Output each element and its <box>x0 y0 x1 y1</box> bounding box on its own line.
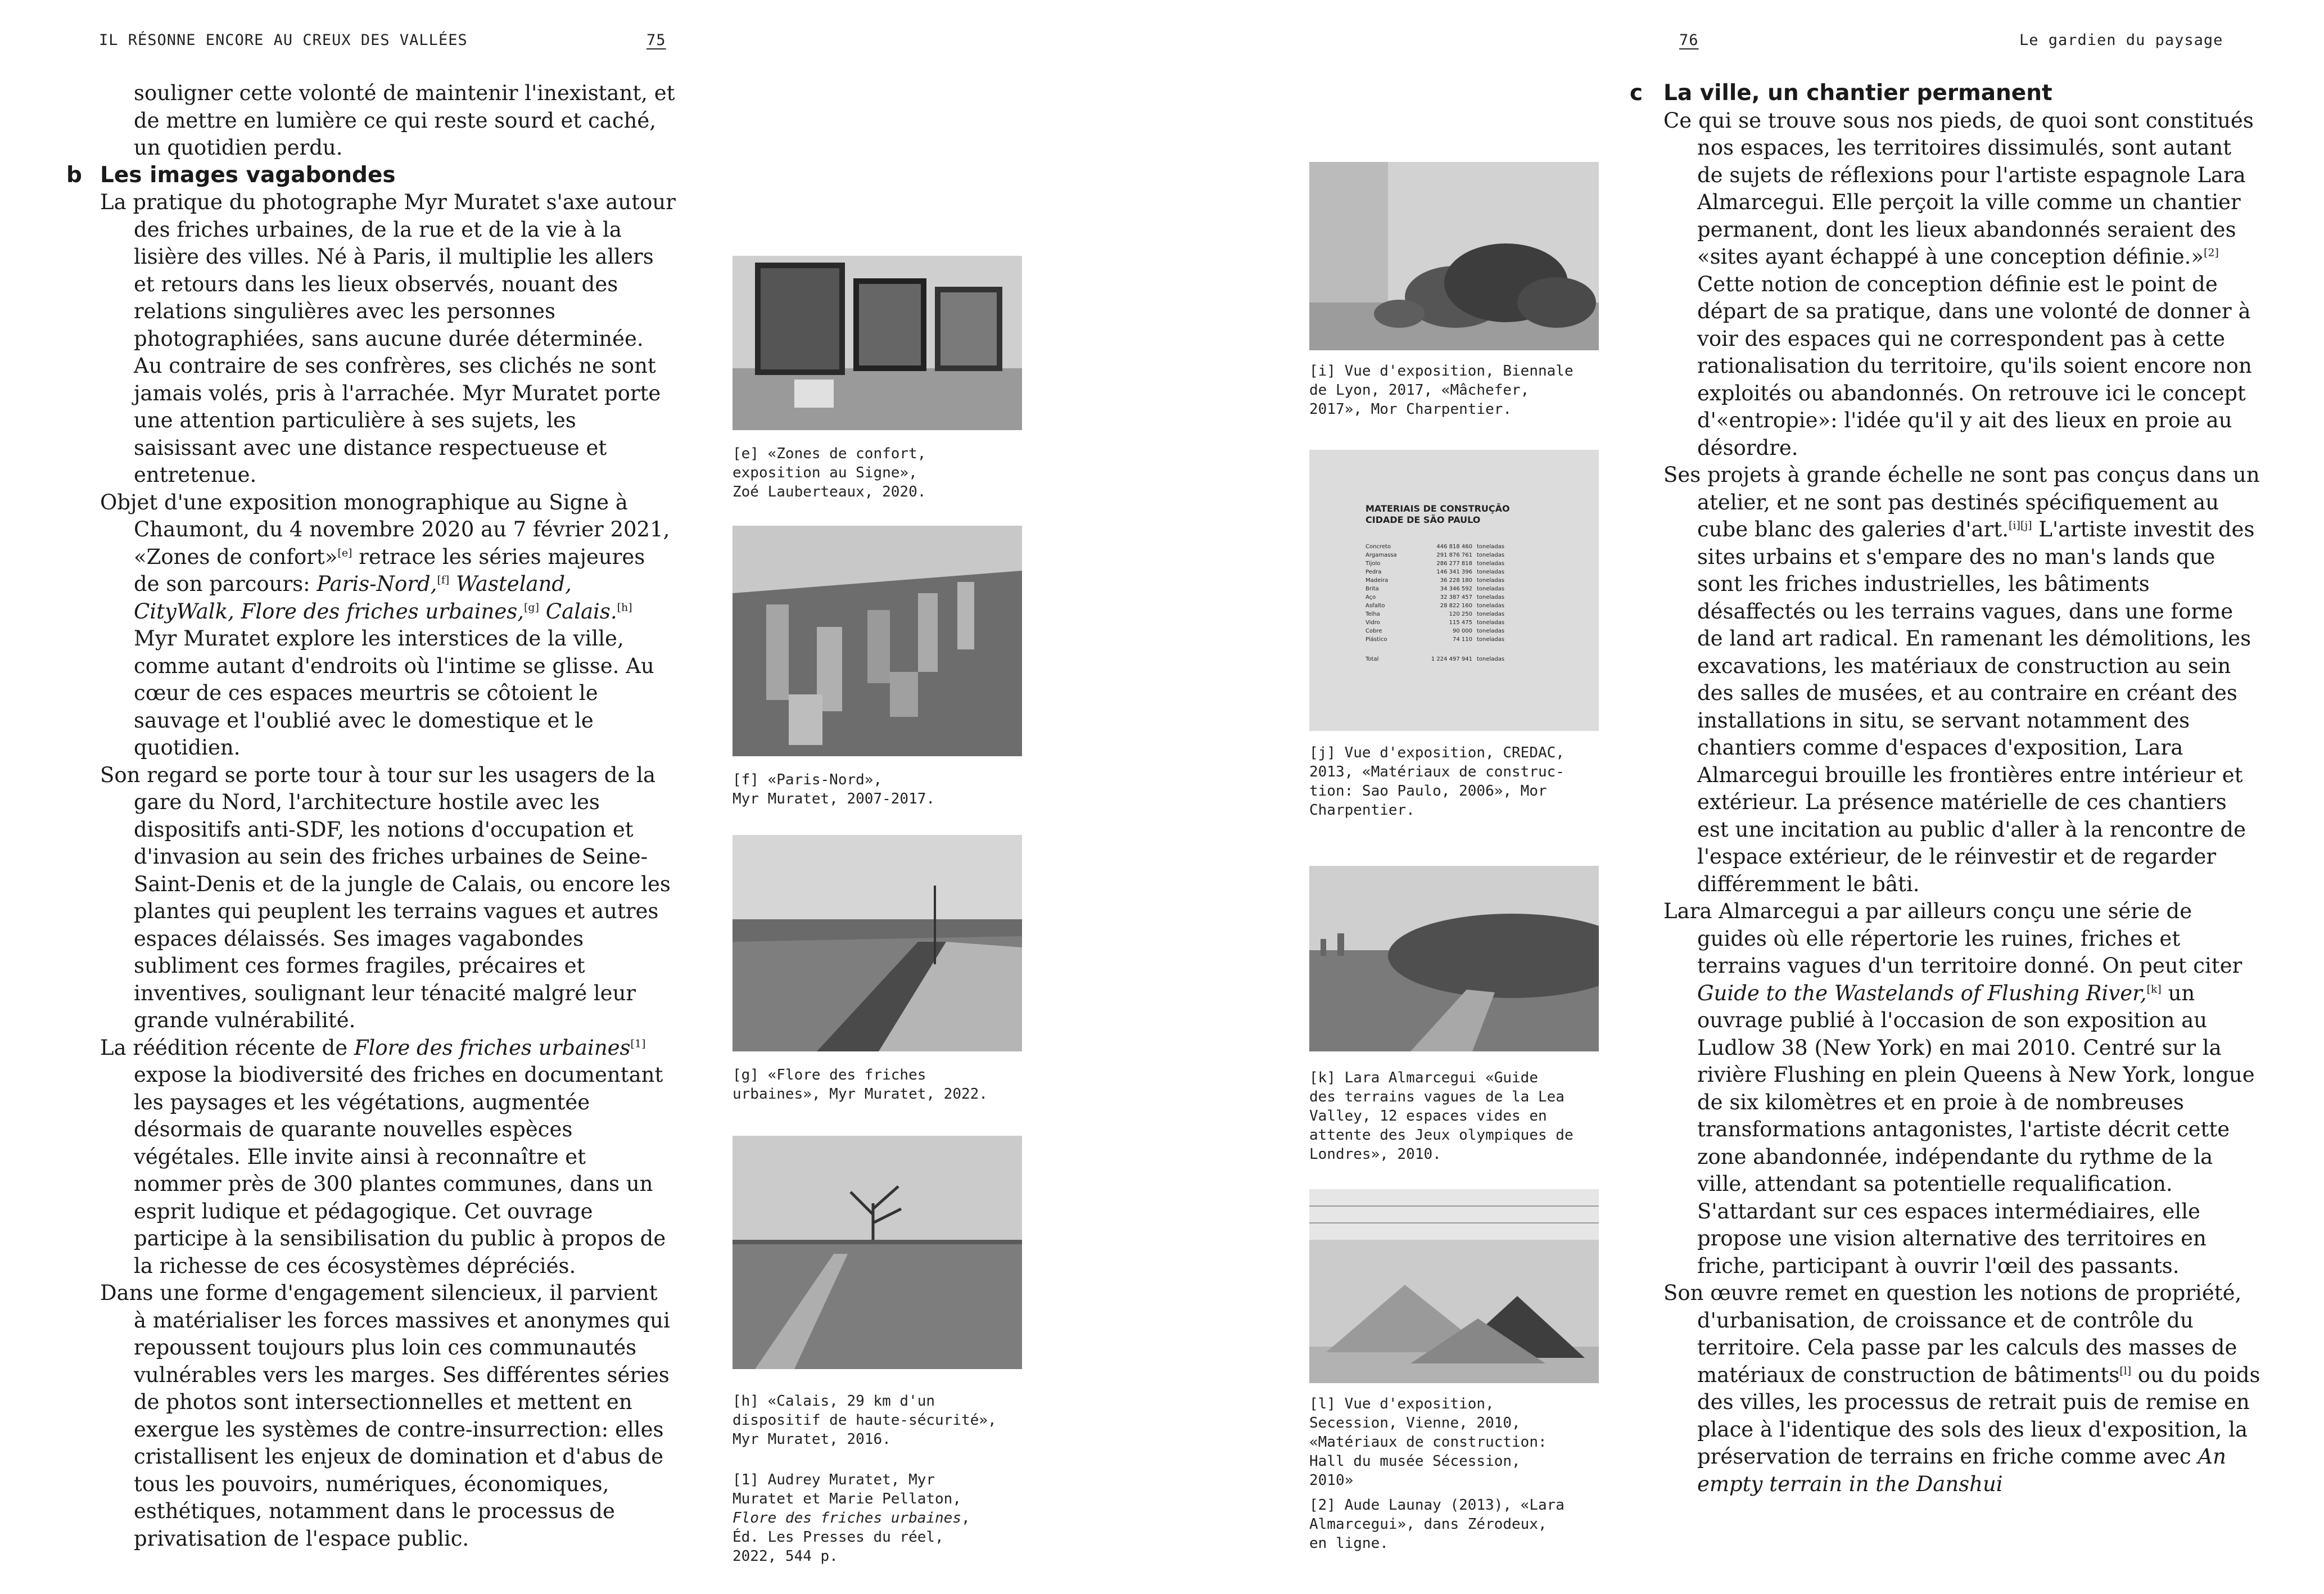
intro-paragraph: souligner cette volonté de maintenir l'inexistant, et de mettre en lumière ce qui reste sourd et caché, un quotidien perdu. <box>134 81 675 160</box>
running-title-left: IL RÉSONNE ENCORE AU CREUX DES VALLÉES <box>99 31 468 49</box>
sign-row: Cobre 90 000 toneladas <box>1366 628 1505 634</box>
figure-i-photo <box>1309 162 1599 350</box>
running-title-right: Le gardien du paysage <box>2019 31 2223 49</box>
left-text-column <box>66 80 676 1552</box>
caption-e: [e] «Zones de confort, exposition au Signe», Zoé Lauberteaux, 2020. <box>733 445 926 500</box>
sign-row: Brita 34 346 592 toneladas <box>1366 586 1505 592</box>
note-ref[interactable]: [h] <box>617 601 632 614</box>
sign-row: Vidro 115 475 toneladas <box>1366 620 1505 626</box>
sign-title-2: CIDADE DE SÃO PAULO <box>1366 514 1481 525</box>
figure-h-photo <box>733 1136 1022 1369</box>
paragraph: Son regard se porte tour à tour sur les usagers de la gare du Nord, l'architecture hostile avec les dispositifs anti-SDF, les notions d'occupation et d'invasion au sein des friches urbaines de Seine-Saint-Denis et de la jungle de Calais, ou encore les plantes qui peuplent les terrains vagues et autres espaces délaissés. Ses images vagabondes subliment ces formes fragiles, précaires et inventives, soulignant leur ténacité malgré leur grande vulnérabilité. <box>100 762 671 1032</box>
sign-row: Argamassa 291 876 761 toneladas <box>1366 552 1505 558</box>
note-ref[interactable]: [1] <box>630 1037 646 1050</box>
sign-row: Pedra 146 341 396 toneladas <box>1366 569 1505 575</box>
caption-h: [h] «Calais, 29 km d'un dispositif de haute-sécurité», Myr Muratet, 2016. <box>733 1393 997 1448</box>
figure-f-photo <box>733 526 1022 756</box>
page-number-left: 75 <box>646 31 666 49</box>
right-text-column <box>1630 80 2262 1498</box>
note-ref[interactable]: [l] <box>2119 1365 2132 1378</box>
section-letter: b <box>66 162 82 188</box>
caption-i: [i] Vue d'exposition, Biennale de Lyon, 2017, «Mâchefer, 2017», Mor Charpentier. <box>1309 363 1574 418</box>
figure-g-photo <box>733 835 1022 1051</box>
paragraph: Lara Almarcegui a par ailleurs conçu une série de guides où elle répertorie les ruines, friches et terrains vagues d'un territoire donné. On peut citer Guide to the Wastelands of Flushing River,[k] un ouvrage publié à l'occasion de son exposition au Ludlow 38 (New York) en mai 2010. Centré sur la rivière Flushing en plein Queens à New York, longue de six kilomètres et en proie à de nombreuses transformations antagonistes, l'artiste décrit cette zone abandonnée, indépendante du rythme de la ville, attendant sa potentielle requalification. S'attardant sur ces espaces intermédiaires, elle propose une vision alternative des territoires en friche, participant à ouvrir l'œil des passants. <box>1663 899 2255 1278</box>
sign-row: Tijolo 286 277 818 toneladas <box>1366 561 1505 567</box>
section-heading-b <box>66 162 676 189</box>
sign-row: Plástico 74 110 toneladas <box>1366 636 1505 643</box>
section-heading-c <box>1630 80 2262 107</box>
note-ref[interactable]: [g] <box>524 601 540 614</box>
caption-g: [g] «Flore des friches urbaines», Myr Muratet, 2022. <box>733 1067 988 1103</box>
paragraph: La pratique du photographe Myr Muratet s'axe autour des friches urbaines, de la rue et de la vie à la lisière des villes. Né à Paris, il multiplie les allers et retours dans les lieux observés, nouant des relations singulières avec les personnes photographiées, sans aucune durée déterminée. Au contraire de ses confrères, ses clichés ne sont jamais volés, pris à l'arrachée. Myr Muratet porte une attention particulière à ses sujets, les saisissant avec une distance respectueuse et entretenue. <box>100 190 676 487</box>
figure-j-photo <box>1309 450 1599 731</box>
section-letter: c <box>1630 80 1643 106</box>
footnote-1: [1] Audrey Muratet, Myr Muratet et Marie Pellaton, Flore des friches urbaines, Éd. Les Presses du réel, 2022, 544 p. <box>733 1471 970 1565</box>
paragraph: Ses projets à grande échelle ne sont pas conçus dans un atelier, et ne sont pas destinés spécifiquement au cube blanc des galeries d'art.[i][j] L'artiste investit des sites urbains et s'empare des no man's lands que sont les friches industrielles, les bâtiments désaffectés ou les terrains vagues, dans une forme de land art radical. En ramenant les démolitions, les excavations, les matériaux de construction au sein des salles de musées, et au contraire en créant des installations in situ, se servant notamment des chantiers comme d'espaces d'exposition, Lara Almarcegui brouille les frontières entre intérieur et extérieur. La présence matérielle de ces chantiers est une incitation au public d'aller à la rencontre de l'espace extérieur, de le réinvestir et de regarder différemment le bâti. <box>1663 463 2260 896</box>
figure-k-photo <box>1309 866 1599 1051</box>
note-ref[interactable]: [f] <box>437 574 450 586</box>
paragraph: Son œuvre remet en question les notions de propriété, d'urbanisation, de croissance et de contrôle du territoire. Cela passe par les calculs des masses de matériaux de construction de bâtiments[l] ou du poids des villes, les processus de retrait puis de remise en place à l'identique des sols des lieux d'exposition, la préservation de terrains en friche comme avec An empty terrain in the Danshui <box>1663 1281 2260 1496</box>
section-title: Les images vagabondes <box>100 162 396 188</box>
figure-e-photo <box>733 256 1022 430</box>
sign-row: Concreto 446 818 460 toneladas <box>1366 544 1505 550</box>
figure-l-photo <box>1309 1189 1599 1383</box>
caption-l: [l] Vue d'exposition, Secession, Vienne, 2010, «Matériaux de construction: Hall du musée Sécession, 2010» <box>1309 1396 1547 1489</box>
paragraph: Ce qui se trouve sous nos pieds, de quoi sont constitués nos espaces, les territoires dissimulés, sont autant de sujets de réflexions pour l'artiste espagnole Lara Almarcegui. Elle perçoit la ville comme un chantier permanent, dont les lieux abandonnés seraient des «sites ayant échappé à une conception définie.»[2] Cette notion de conception définie est le point de départ de sa pratique, dans une volonté de donner à voir des espaces qui ne correspondent pas à cette rationalisation du territoire, qu'ils soient encore non exploités ou abandonnés. On retrouve ici le concept d'«entropie»: l'idée qu'il y ait des lieux en proie au désordre. <box>1663 108 2254 460</box>
right-page <box>1162 0 2324 1594</box>
page-number-right: 76 <box>1679 31 1699 49</box>
sign-title-1: MATERIAIS DE CONSTRUÇÃO <box>1366 503 1510 514</box>
paragraph: La réédition récente de Flore des friches urbaines[1] expose la biodiversité des friches en documentant les paysages et les végétations, augmentée désormais de quarante nouvelles espèces végétales. Elle invite ainsi à reconnaître et nommer près de 300 plantes communes, dans un esprit ludique et pédagogique. Cet ouvrage participe à la sensibilisation du public à propos de la richesse de ces écosystèmes dépréciés. <box>100 1035 666 1278</box>
caption-j: [j] Vue d'exposition, CREDAC, 2013, «Matériaux de construc- tion: Sao Paulo, 2006», Mor Charpentier. <box>1309 744 1565 819</box>
sign-row: Asfalto 28 822 160 toneladas <box>1366 603 1505 609</box>
paragraph: Objet d'une exposition monographique au Signe à Chaumont, du 4 novembre 2020 au 7 février 2021, «Zones de confort»[e] retrace les séries majeures de son parcours: Paris-Nord,[f] Wasteland, CityWalk, Flore des friches urbaines,[g] Calais.[h] Myr Muratet explore les interstices de la ville, comme autant d'endroits où l'intime se glisse. Au cœur de ces espaces meurtris se côtoient le sauvage et l'oublié avec le domestique et le quotidien. <box>100 490 670 760</box>
paragraph: Dans une forme d'engagement silencieux, il parvient à matérialiser les forces massives et anonymes qui repoussent toujours plus loin ces communautés vulnérables vers les marges. Ses différentes séries de photos sont intersectionnelles et mettent en exergue les systèmes de contre-insurrection: elles cristallisent les enjeux de domination et d'abus de tous les pouvoirs, numériques, économiques, esthétiques, notamment dans le processus de privatisation de l'espace public. <box>100 1281 670 1551</box>
note-ref[interactable]: [k] <box>2146 983 2162 996</box>
note-ref[interactable]: [e] <box>337 547 352 559</box>
note-ref[interactable]: [2] <box>2204 246 2219 259</box>
sign-row: Madeira 36 228 180 toneladas <box>1366 577 1505 584</box>
sign-row: Telha 120 250 toneladas <box>1366 611 1505 617</box>
sign-table <box>1366 543 1579 644</box>
caption-f: [f] «Paris-Nord», Myr Muratet, 2007-2017. <box>733 771 935 807</box>
sign-row: Aço 32 387 457 toneladas <box>1366 594 1505 600</box>
note-ref[interactable]: [i][j] <box>2009 519 2032 532</box>
section-title: La ville, un chantier permanent <box>1663 80 2052 106</box>
sign-total-row: Total 1 224 497 941 toneladas <box>1366 656 1505 662</box>
caption-k: [k] Lara Almarcegui «Guide des terrains vagues de la Lea Valley, 12 espaces vides en attente des Jeux olympiques de Londres», 2010. <box>1309 1069 1574 1163</box>
footnote-2: [2] Aude Launay (2013), «Lara Almarcegui», dans Zérodeux, en ligne. <box>1309 1497 1565 1552</box>
